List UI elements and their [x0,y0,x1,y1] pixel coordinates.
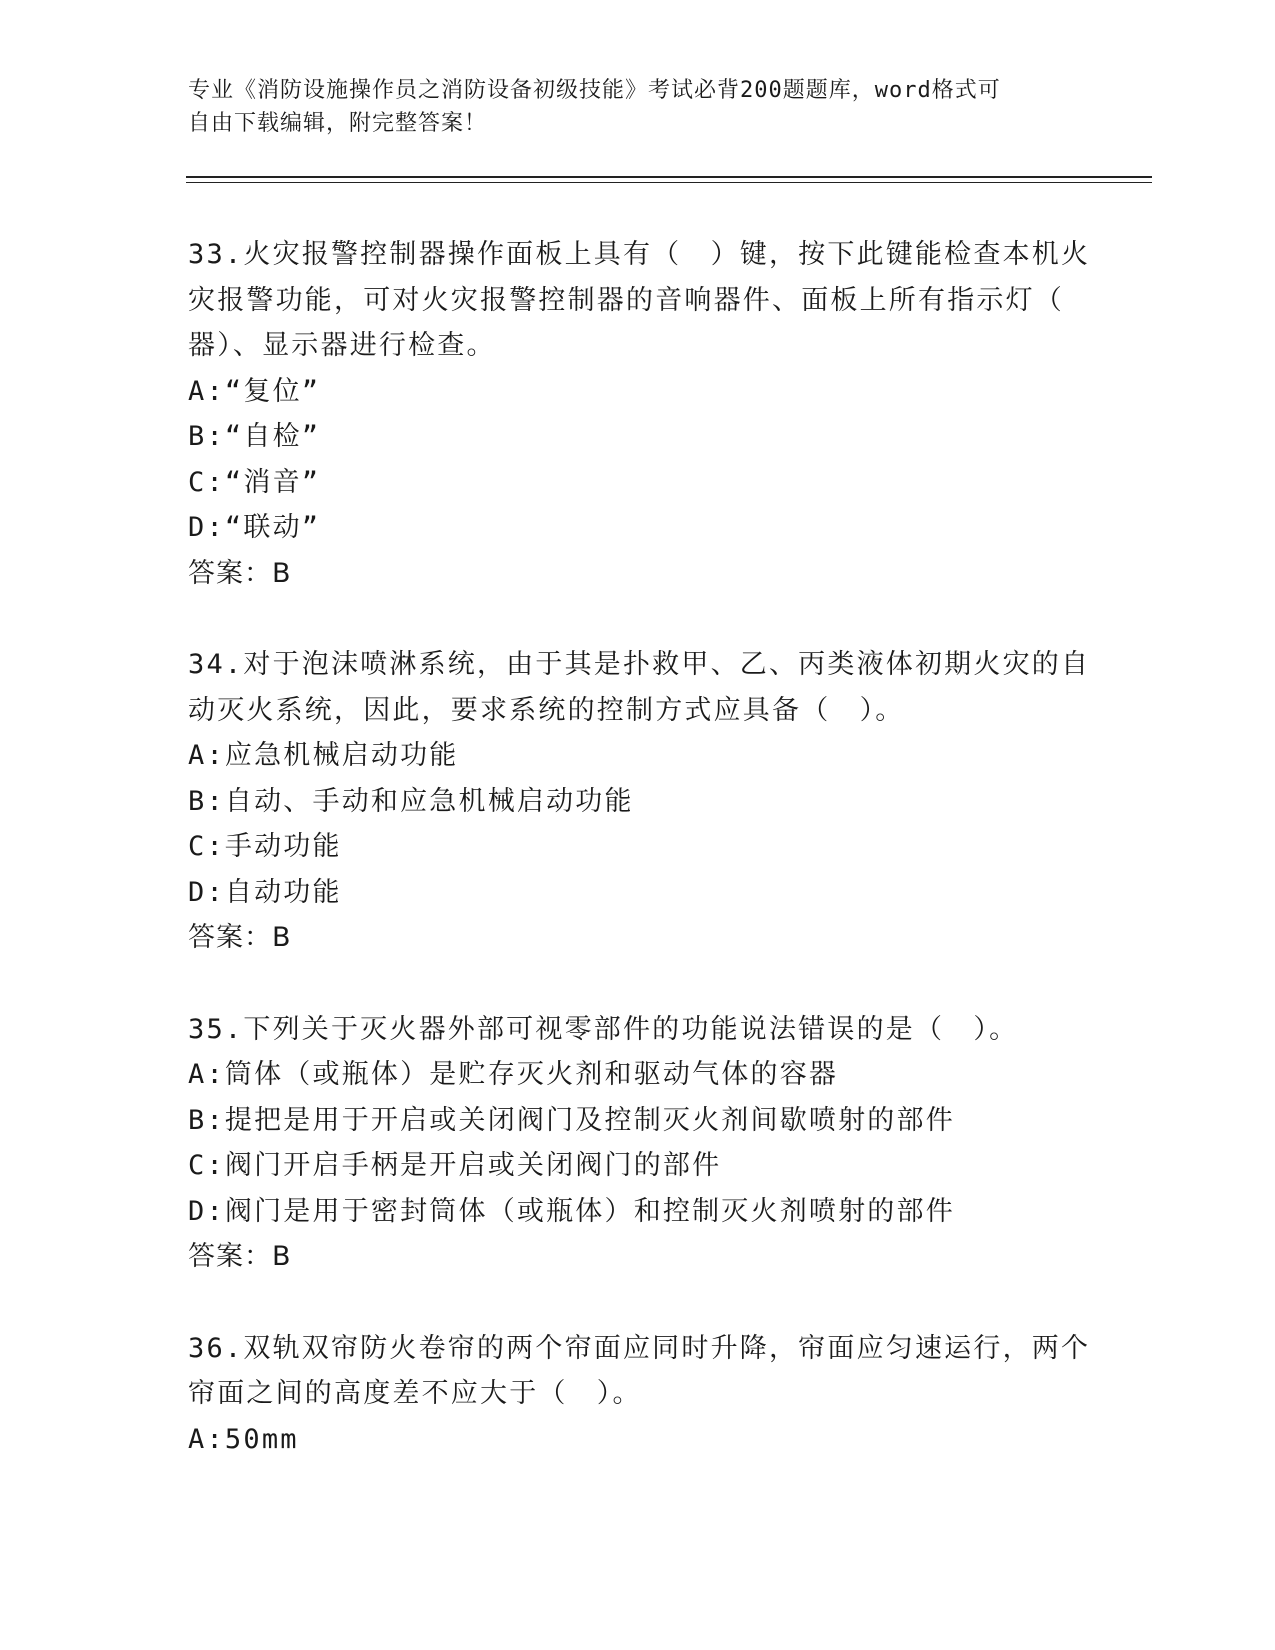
question-list [188,232,1091,1508]
question-stem: 帘面之间的高度差不应大于（ ）。 [188,1378,642,1409]
question-stem: 灾报警功能，可对火灾报警控制器的音响器件、面板上所有指示灯（ [188,284,1064,316]
question-stem: 35.下列关于灭火器外部可视零部件的功能说法错误的是（ ）。 [188,1013,1019,1045]
question-34 [188,642,1091,961]
option-d: D:阀门是用于密封筒体（或瓶体）和控制灭火剂喷射的部件 [188,1195,955,1227]
question-stem: 34.对于泡沫喷淋系统，由于其是扑救甲、乙、丙类液体初期火灾的自 [188,649,1091,680]
option-b: B:“自检” [188,421,321,452]
option-a: A:“复位” [188,375,321,407]
question-36 [188,1326,1091,1463]
answer: 答案：B [188,1241,292,1272]
question-stem: 33.火灾报警控制器操作面板上具有（ ）键，按下此键能检查本机火 [188,239,1091,270]
header-divider-thin [186,182,1152,183]
header-divider [186,176,1152,178]
answer: 答案：B [188,922,292,953]
header-line: 自由下载编辑，附完整答案！ [188,111,488,136]
option-c: C:“消音” [188,466,321,498]
question-stem: 动灭火系统，因此，要求系统的控制方式应具备（ ）。 [188,694,905,726]
option-d: D:自动功能 [188,876,342,908]
answer: 答案：B [188,557,292,589]
option-a: A:筒体（或瓶体）是贮存灭火剂和驱动气体的容器 [188,1059,839,1090]
header-line: 专业《消防设施操作员之消防设备初级技能》考试必背200题题库，word格式可 [188,78,1001,103]
question-stem: 36.双轨双帘防火卷帘的两个帘面应同时升降，帘面应匀速运行，两个 [188,1332,1091,1364]
question-stem: 器）、显示器进行检查。 [188,330,496,361]
option-c: C:阀门开启手柄是开启或关闭阀门的部件 [188,1150,722,1181]
option-c: C:手动功能 [188,831,342,862]
option-a: A:50mm [188,1423,299,1455]
question-33 [188,232,1091,596]
option-d: D:“联动” [188,512,321,543]
option-b: B:自动、手动和应急机械启动功能 [188,785,634,817]
question-35 [188,1007,1088,1280]
option-a: A:应急机械启动功能 [188,740,459,771]
option-b: B:提把是用于开启或关闭阀门及控制灭火剂间歇喷射的部件 [188,1104,955,1136]
document-header [188,74,1088,140]
